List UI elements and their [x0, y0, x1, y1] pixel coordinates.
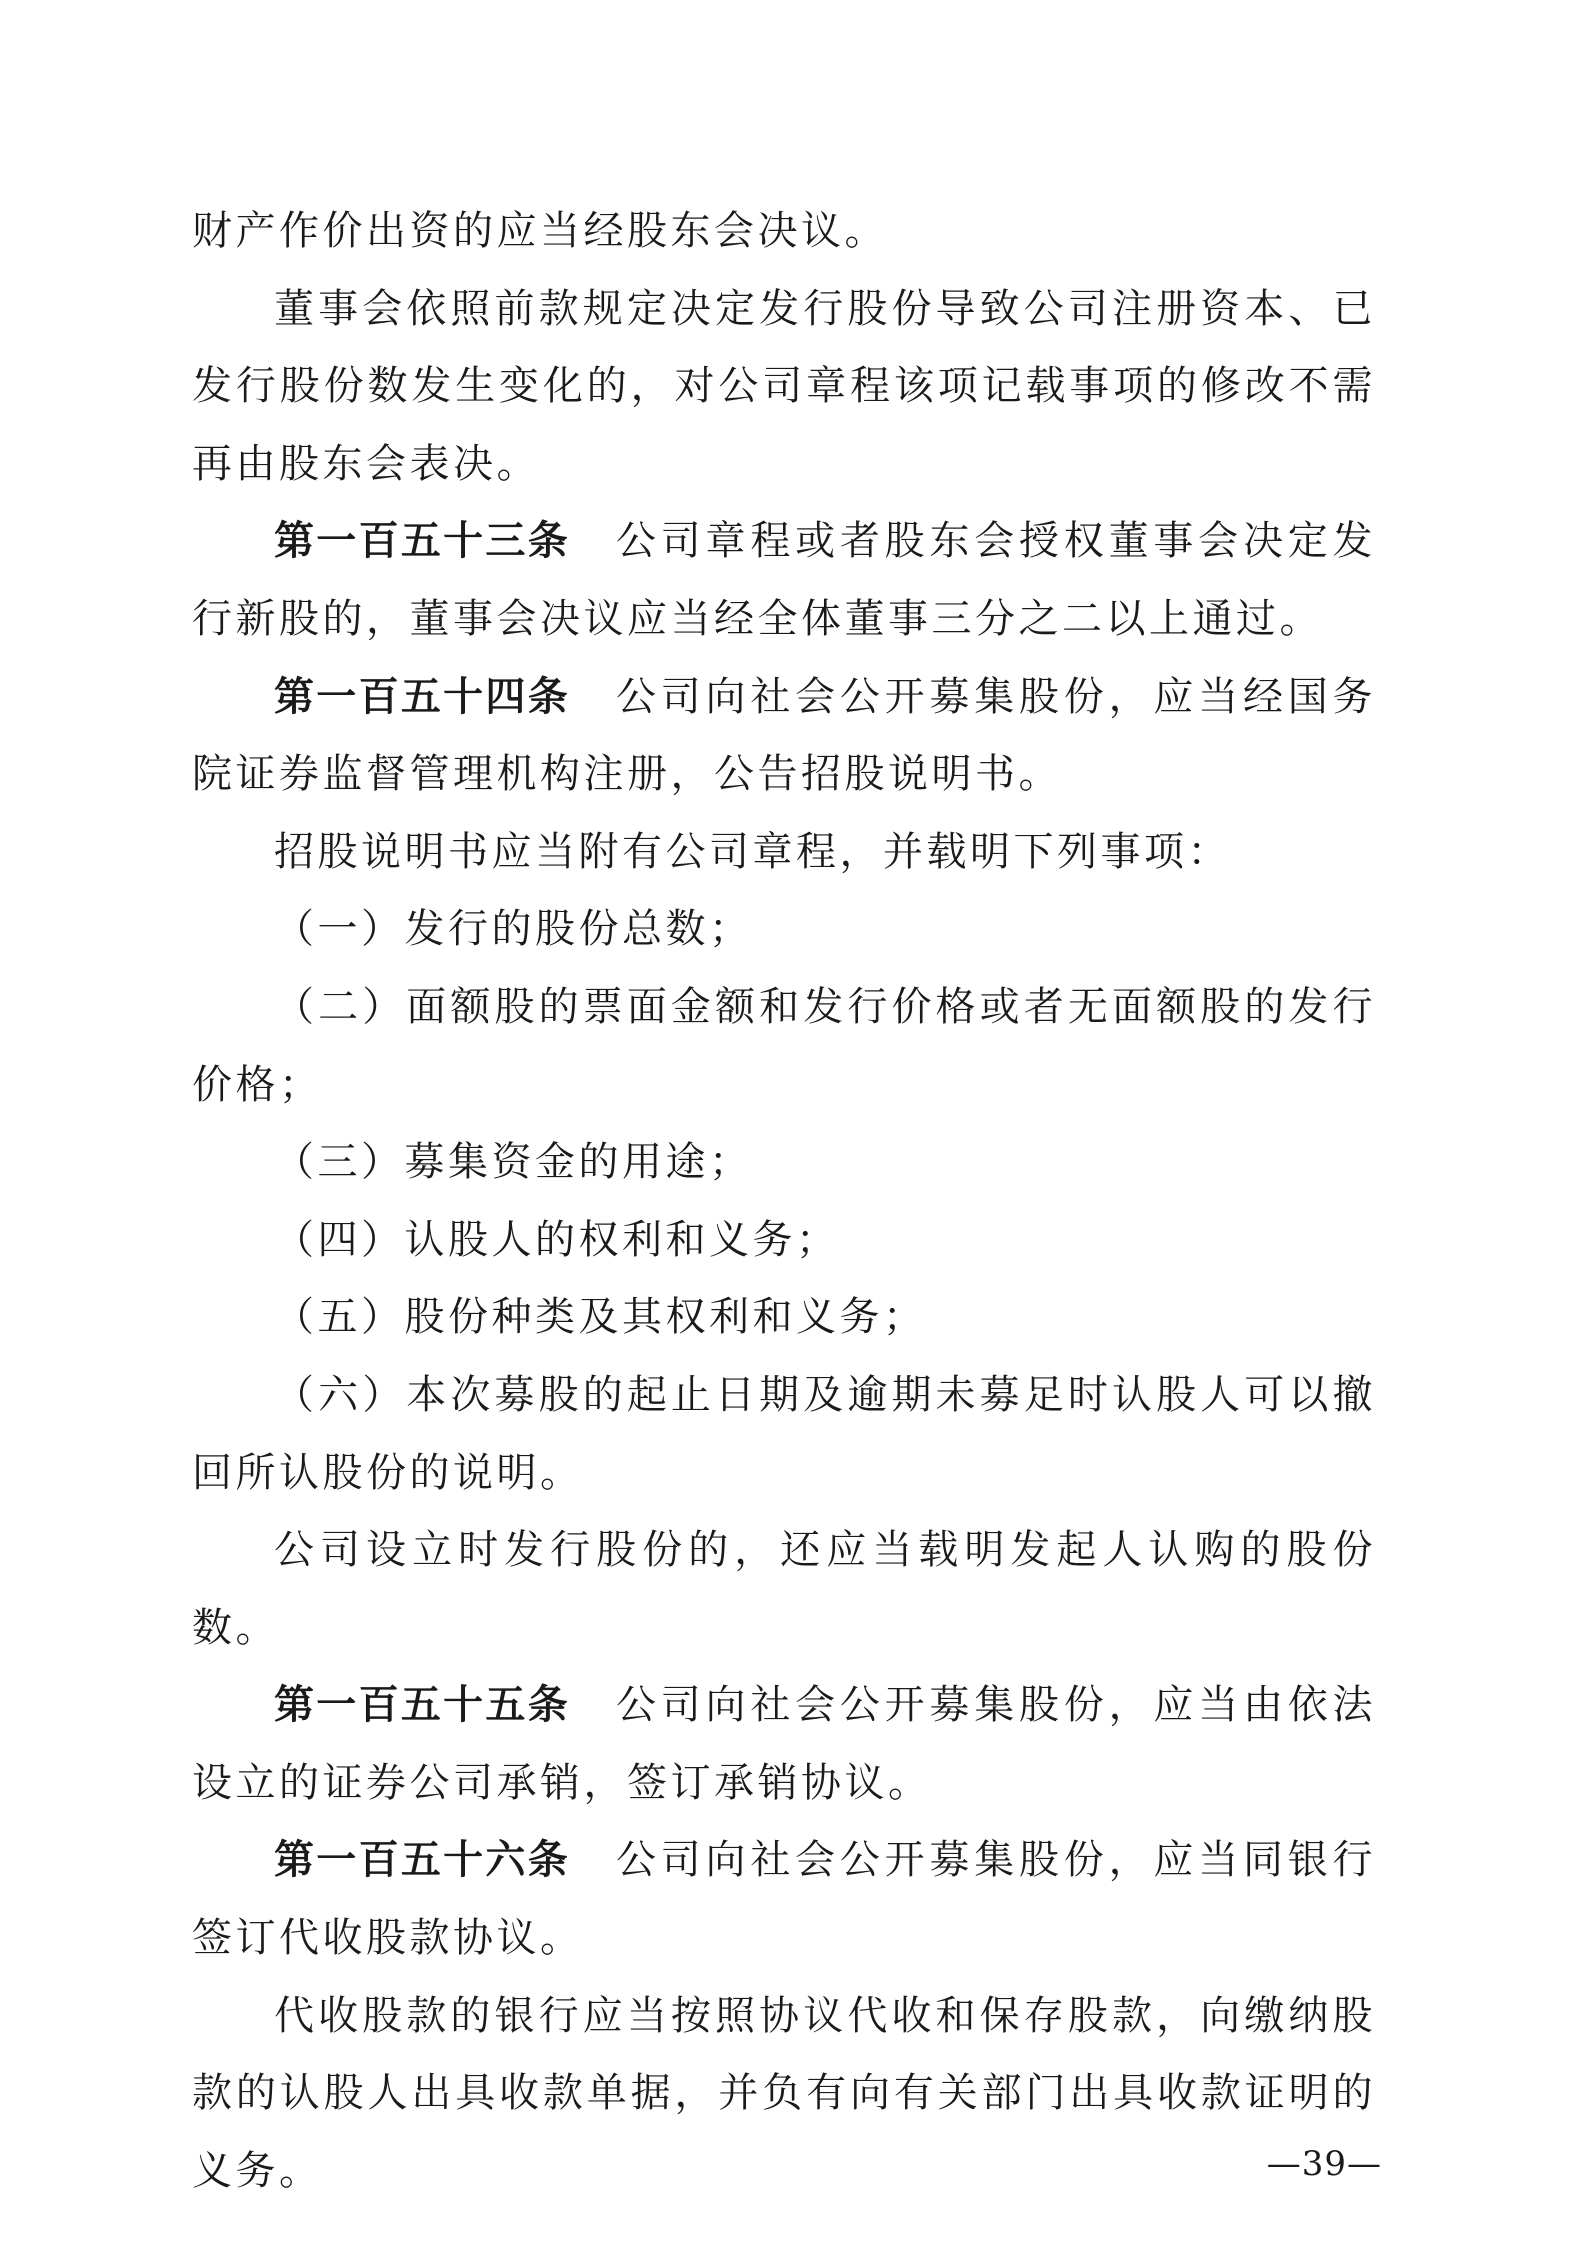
list-item: （三）募集资金的用途； — [274, 1139, 753, 1186]
article-paragraph: 第一百五十三条 公司章程或者股东会授权董事会决定发行新股的，董事会决议应当经全体董事三分之二以上通过。 — [192, 518, 1377, 642]
article-number: 第一百五十三条 — [274, 518, 570, 565]
list-item: （四）认股人的权利和义务； — [274, 1216, 840, 1263]
paragraph: 公司设立时发行股份的，还应当载明发起人认购的股份数。 — [192, 1527, 1376, 1651]
list-item: （一）发行的股份总数； — [274, 906, 753, 953]
paragraph: 财产作价出资的应当经股东会决议。 — [192, 208, 888, 254]
paragraph: 董事会依照前款规定决定发行股份导致公司注册资本、已发行股份数发生变化的，对公司章程该项记载事项的修改不需再由股东会表决。 — [192, 285, 1376, 487]
paragraph: 代收股款的银行应当按照协议代收和保存股款，向缴纳股款的认股人出具收款单据，并负有向有关部门出具收款证明的义务。 — [192, 1992, 1376, 2194]
article-paragraph: 第一百五十四条 公司向社会公开募集股份，应当经国务院证券监督管理机构注册，公告招股说明书。 — [192, 673, 1377, 798]
document-body — [192, 193, 1376, 2210]
article-number: 第一百五十六条 — [274, 1837, 570, 1884]
article-paragraph: 第一百五十五条 公司向社会公开募集股份，应当由依法设立的证券公司承销，签订承销协议。 — [192, 1682, 1377, 1806]
paragraph: 招股说明书应当附有公司章程，并载明下列事项： — [274, 828, 1231, 875]
article-number: 第一百五十五条 — [274, 1682, 570, 1729]
list-item: （六）本次募股的起止日期及逾期未募足时认股人可以撤回所认股份的说明。 — [192, 1371, 1376, 1496]
list-item: （二）面额股的票面金额和发行价格或者无面额股的发行价格； — [192, 983, 1376, 1108]
article-paragraph: 第一百五十六条 公司向社会公开募集股份，应当同银行签订代收股款协议。 — [192, 1837, 1377, 1962]
page-number: —39— — [1266, 2144, 1382, 2184]
list-item: （五）股份种类及其权利和义务； — [274, 1294, 927, 1341]
article-number: 第一百五十四条 — [274, 673, 570, 720]
